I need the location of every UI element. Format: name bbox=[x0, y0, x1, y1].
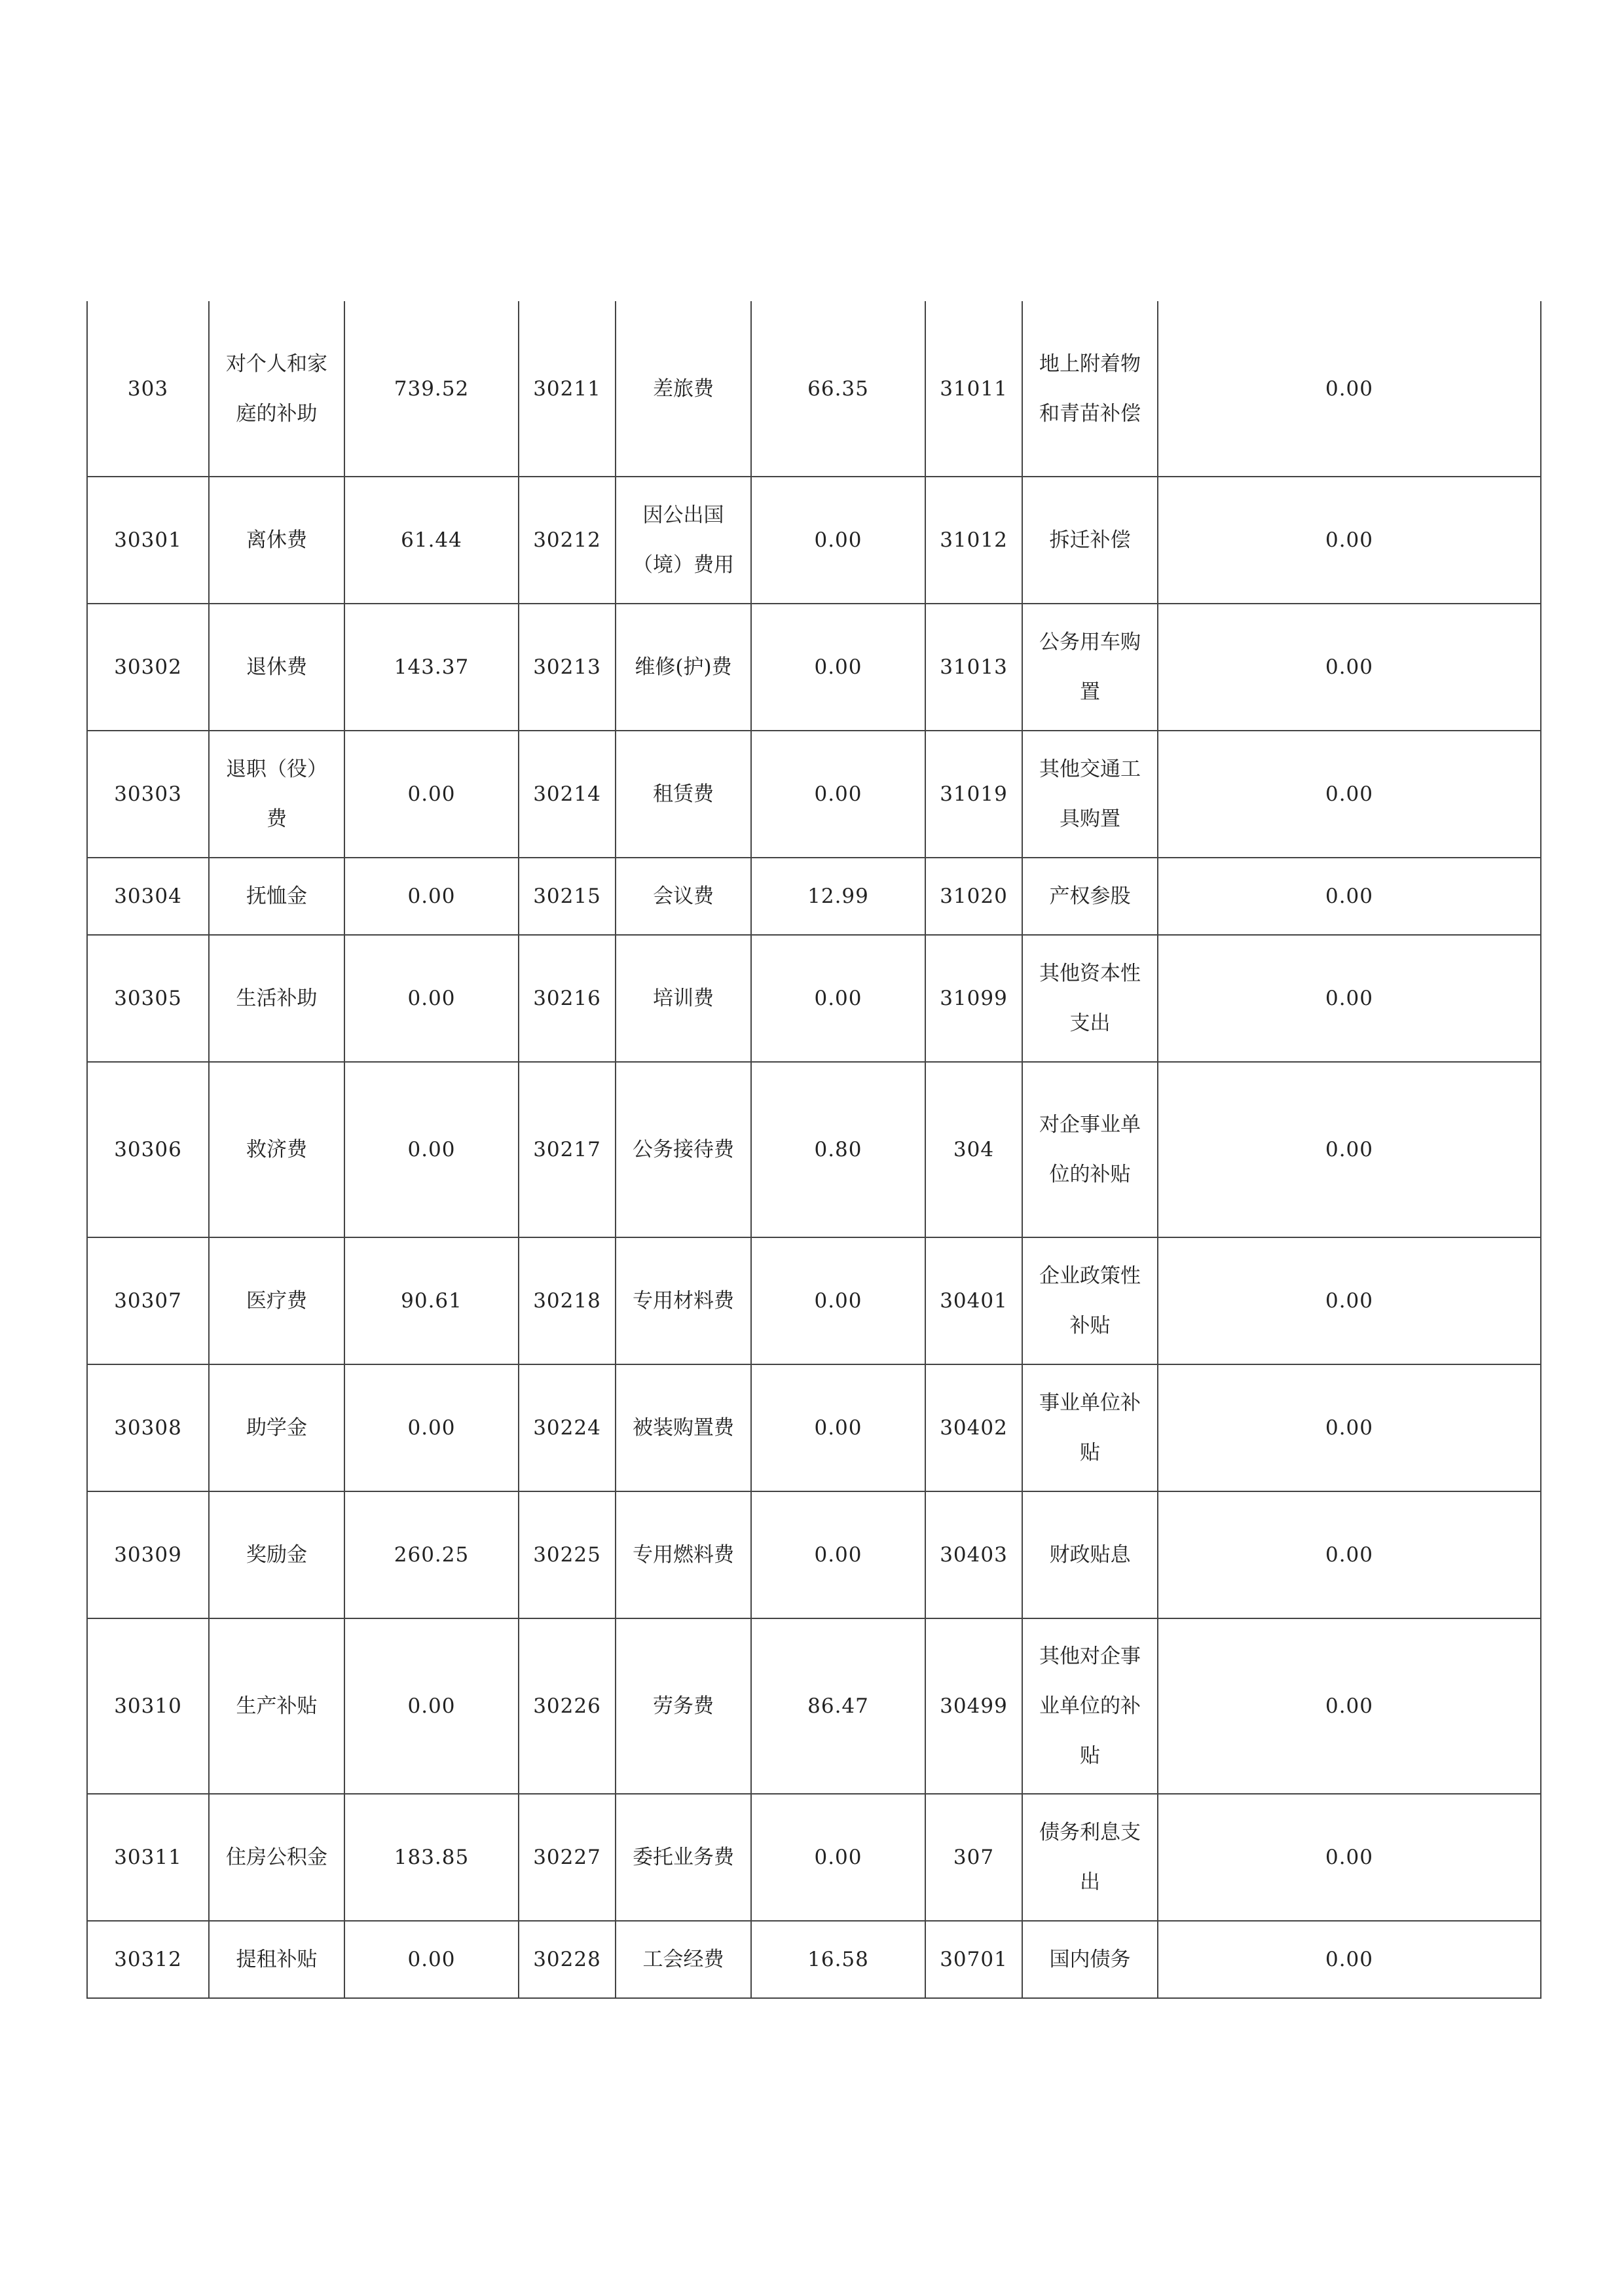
cell-name-col-2: 公务接待费 bbox=[616, 1062, 751, 1237]
cell-name-col-3: 其他交通工具购置 bbox=[1022, 731, 1158, 858]
cell-code-col-3: 31013 bbox=[925, 604, 1022, 731]
cell-code-col-1: 30311 bbox=[87, 1794, 209, 1921]
cell-amount-col-3: 0.00 bbox=[1158, 1921, 1541, 1998]
cell-amount-col-2: 0.00 bbox=[751, 1364, 925, 1491]
cell-name-col-3: 公务用车购置 bbox=[1022, 604, 1158, 731]
cell-amount-col-3: 0.00 bbox=[1158, 1618, 1541, 1794]
cell-amount-col-1: 143.37 bbox=[344, 604, 519, 731]
table-row bbox=[87, 604, 1541, 731]
cell-code-col-3: 31020 bbox=[925, 858, 1022, 935]
table-row bbox=[87, 1062, 1541, 1237]
cell-name-col-3: 国内债务 bbox=[1022, 1921, 1158, 1998]
cell-code-col-2: 30227 bbox=[519, 1794, 616, 1921]
cell-code-col-1: 30305 bbox=[87, 935, 209, 1062]
cell-code-col-3: 31099 bbox=[925, 935, 1022, 1062]
cell-name-col-1: 生产补贴 bbox=[209, 1618, 344, 1794]
cell-code-col-1: 30307 bbox=[87, 1237, 209, 1364]
cell-code-col-2: 30216 bbox=[519, 935, 616, 1062]
cell-code-col-2: 30218 bbox=[519, 1237, 616, 1364]
table-row bbox=[87, 1364, 1541, 1491]
cell-name-col-3: 对企事业单位的补贴 bbox=[1022, 1062, 1158, 1237]
cell-name-col-3: 企业政策性补贴 bbox=[1022, 1237, 1158, 1364]
cell-name-col-3: 拆迁补偿 bbox=[1022, 477, 1158, 604]
cell-amount-col-1: 739.52 bbox=[344, 301, 519, 477]
cell-amount-col-2: 0.00 bbox=[751, 477, 925, 604]
table-row bbox=[87, 858, 1541, 935]
cell-amount-col-3: 0.00 bbox=[1158, 1794, 1541, 1921]
cell-name-col-3: 其他资本性支出 bbox=[1022, 935, 1158, 1062]
cell-code-col-2: 30224 bbox=[519, 1364, 616, 1491]
cell-name-col-1: 救济费 bbox=[209, 1062, 344, 1237]
cell-amount-col-1: 61.44 bbox=[344, 477, 519, 604]
cell-name-col-2: 因公出国（境）费用 bbox=[616, 477, 751, 604]
cell-amount-col-1: 0.00 bbox=[344, 1921, 519, 1998]
cell-name-col-2: 培训费 bbox=[616, 935, 751, 1062]
cell-name-col-1: 提租补贴 bbox=[209, 1921, 344, 1998]
table-row bbox=[87, 1237, 1541, 1364]
cell-amount-col-2: 0.00 bbox=[751, 731, 925, 858]
cell-amount-col-3: 0.00 bbox=[1158, 858, 1541, 935]
cell-code-col-2: 30212 bbox=[519, 477, 616, 604]
cell-name-col-1: 对个人和家庭的补助 bbox=[209, 301, 344, 477]
cell-name-col-2: 维修(护)费 bbox=[616, 604, 751, 731]
cell-amount-col-3: 0.00 bbox=[1158, 1491, 1541, 1618]
cell-code-col-3: 30701 bbox=[925, 1921, 1022, 1998]
cell-code-col-3: 31011 bbox=[925, 301, 1022, 477]
cell-name-col-1: 退休费 bbox=[209, 604, 344, 731]
table-row bbox=[87, 477, 1541, 604]
cell-code-col-2: 30226 bbox=[519, 1618, 616, 1794]
cell-amount-col-3: 0.00 bbox=[1158, 604, 1541, 731]
table-row bbox=[87, 731, 1541, 858]
cell-amount-col-3: 0.00 bbox=[1158, 301, 1541, 477]
cell-name-col-2: 会议费 bbox=[616, 858, 751, 935]
cell-amount-col-2: 0.00 bbox=[751, 1491, 925, 1618]
cell-name-col-1: 奖励金 bbox=[209, 1491, 344, 1618]
cell-name-col-1: 退职（役）费 bbox=[209, 731, 344, 858]
cell-name-col-2: 工会经费 bbox=[616, 1921, 751, 1998]
expenditure-table bbox=[86, 301, 1541, 1999]
cell-code-col-2: 30213 bbox=[519, 604, 616, 731]
cell-code-col-1: 30310 bbox=[87, 1618, 209, 1794]
cell-name-col-2: 差旅费 bbox=[616, 301, 751, 477]
cell-name-col-1: 助学金 bbox=[209, 1364, 344, 1491]
cell-amount-col-1: 0.00 bbox=[344, 858, 519, 935]
cell-amount-col-3: 0.00 bbox=[1158, 1237, 1541, 1364]
cell-amount-col-1: 0.00 bbox=[344, 1618, 519, 1794]
cell-code-col-3: 30499 bbox=[925, 1618, 1022, 1794]
cell-name-col-1: 住房公积金 bbox=[209, 1794, 344, 1921]
cell-amount-col-3: 0.00 bbox=[1158, 1062, 1541, 1237]
cell-code-col-2: 30228 bbox=[519, 1921, 616, 1998]
cell-name-col-3: 债务利息支出 bbox=[1022, 1794, 1158, 1921]
cell-amount-col-2: 0.00 bbox=[751, 935, 925, 1062]
cell-code-col-1: 30306 bbox=[87, 1062, 209, 1237]
cell-amount-col-1: 0.00 bbox=[344, 731, 519, 858]
cell-name-col-2: 专用材料费 bbox=[616, 1237, 751, 1364]
cell-amount-col-1: 183.85 bbox=[344, 1794, 519, 1921]
cell-amount-col-1: 260.25 bbox=[344, 1491, 519, 1618]
cell-name-col-1: 离休费 bbox=[209, 477, 344, 604]
cell-name-col-2: 专用燃料费 bbox=[616, 1491, 751, 1618]
cell-name-col-2: 租赁费 bbox=[616, 731, 751, 858]
cell-code-col-1: 30302 bbox=[87, 604, 209, 731]
cell-code-col-3: 31019 bbox=[925, 731, 1022, 858]
cell-name-col-2: 劳务费 bbox=[616, 1618, 751, 1794]
cell-code-col-3: 304 bbox=[925, 1062, 1022, 1237]
cell-code-col-2: 30211 bbox=[519, 301, 616, 477]
cell-amount-col-2: 0.80 bbox=[751, 1062, 925, 1237]
cell-amount-col-1: 90.61 bbox=[344, 1237, 519, 1364]
cell-name-col-1: 医疗费 bbox=[209, 1237, 344, 1364]
cell-code-col-1: 30304 bbox=[87, 858, 209, 935]
cell-amount-col-2: 66.35 bbox=[751, 301, 925, 477]
table-row bbox=[87, 1794, 1541, 1921]
cell-code-col-1: 30312 bbox=[87, 1921, 209, 1998]
cell-name-col-3: 地上附着物和青苗补偿 bbox=[1022, 301, 1158, 477]
cell-amount-col-2: 12.99 bbox=[751, 858, 925, 935]
cell-code-col-2: 30215 bbox=[519, 858, 616, 935]
cell-amount-col-3: 0.00 bbox=[1158, 477, 1541, 604]
cell-code-col-3: 30402 bbox=[925, 1364, 1022, 1491]
cell-amount-col-2: 86.47 bbox=[751, 1618, 925, 1794]
cell-name-col-3: 事业单位补贴 bbox=[1022, 1364, 1158, 1491]
cell-name-col-3: 其他对企事业单位的补贴 bbox=[1022, 1618, 1158, 1794]
cell-amount-col-3: 0.00 bbox=[1158, 935, 1541, 1062]
cell-name-col-3: 财政贴息 bbox=[1022, 1491, 1158, 1618]
table-row bbox=[87, 1921, 1541, 1998]
cell-code-col-2: 30225 bbox=[519, 1491, 616, 1618]
cell-code-col-1: 30308 bbox=[87, 1364, 209, 1491]
table-row bbox=[87, 1618, 1541, 1794]
cell-amount-col-1: 0.00 bbox=[344, 935, 519, 1062]
cell-code-col-2: 30217 bbox=[519, 1062, 616, 1237]
cell-name-col-3: 产权参股 bbox=[1022, 858, 1158, 935]
cell-name-col-2: 委托业务费 bbox=[616, 1794, 751, 1921]
cell-code-col-1: 30301 bbox=[87, 477, 209, 604]
table-row bbox=[87, 1491, 1541, 1618]
cell-code-col-3: 31012 bbox=[925, 477, 1022, 604]
cell-amount-col-3: 0.00 bbox=[1158, 1364, 1541, 1491]
table-row bbox=[87, 301, 1541, 477]
table-row bbox=[87, 935, 1541, 1062]
cell-amount-col-2: 0.00 bbox=[751, 1794, 925, 1921]
cell-name-col-1: 抚恤金 bbox=[209, 858, 344, 935]
cell-code-col-1: 303 bbox=[87, 301, 209, 477]
cell-amount-col-2: 0.00 bbox=[751, 1237, 925, 1364]
cell-name-col-2: 被装购置费 bbox=[616, 1364, 751, 1491]
cell-name-col-1: 生活补助 bbox=[209, 935, 344, 1062]
cell-code-col-3: 30401 bbox=[925, 1237, 1022, 1364]
cell-amount-col-1: 0.00 bbox=[344, 1062, 519, 1237]
cell-code-col-3: 30403 bbox=[925, 1491, 1022, 1618]
cell-code-col-3: 307 bbox=[925, 1794, 1022, 1921]
cell-amount-col-1: 0.00 bbox=[344, 1364, 519, 1491]
cell-code-col-1: 30303 bbox=[87, 731, 209, 858]
cell-amount-col-3: 0.00 bbox=[1158, 731, 1541, 858]
cell-amount-col-2: 0.00 bbox=[751, 604, 925, 731]
cell-code-col-1: 30309 bbox=[87, 1491, 209, 1618]
cell-amount-col-2: 16.58 bbox=[751, 1921, 925, 1998]
cell-code-col-2: 30214 bbox=[519, 731, 616, 858]
